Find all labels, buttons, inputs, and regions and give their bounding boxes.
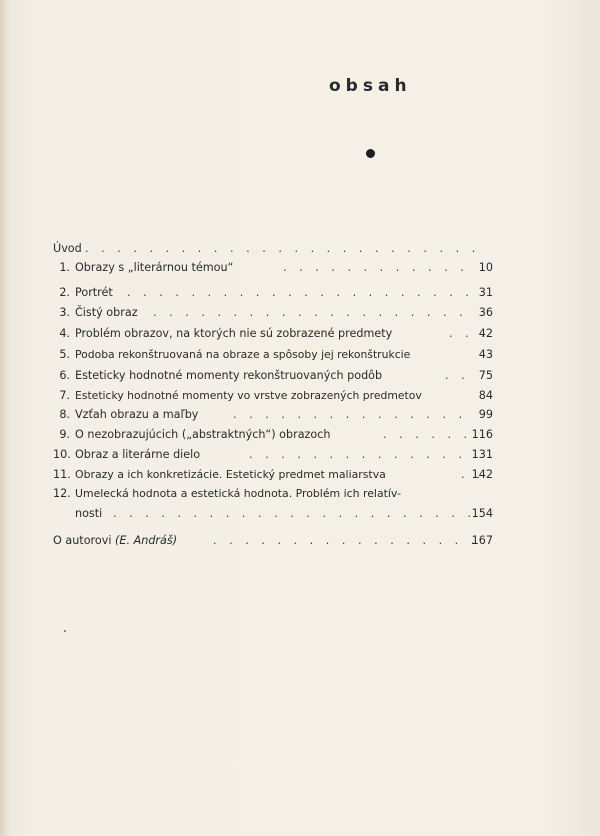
- page-spine-shadow: [0, 0, 10, 836]
- toc-entry: [53, 446, 493, 464]
- toc-entry: [53, 325, 493, 343]
- toc-number: 7.: [59, 389, 70, 402]
- toc-entry: [53, 426, 493, 444]
- author-name: (E. Andráš): [115, 534, 178, 547]
- toc-page-number: 142: [471, 468, 493, 481]
- toc-title: Obrazy a ich konkretizácie. Estetický predmet maliarstva: [75, 468, 386, 481]
- toc-title: [53, 532, 177, 550]
- toc-number: 4.: [59, 327, 70, 340]
- toc-page-number: 31: [478, 286, 493, 299]
- toc-number: 10.: [53, 448, 71, 461]
- toc-title: Podoba rekonštruovaná na obraze a spôsoby jej rekonštrukcie: [75, 348, 411, 361]
- toc-page-number: 42: [478, 327, 493, 340]
- toc-page-number: 84: [478, 389, 493, 402]
- toc-entry: [53, 406, 493, 424]
- toc-number: 6.: [59, 369, 70, 382]
- toc-title: Vzťah obrazu a maľby: [75, 408, 199, 421]
- toc-leader-dots: [233, 406, 475, 424]
- toc-entry-continuation: [53, 505, 493, 523]
- toc-page-number: 99: [478, 408, 493, 421]
- toc-page-number: 10: [478, 261, 493, 274]
- toc-title: Čistý obraz: [75, 306, 138, 319]
- toc-leader-dots: [383, 426, 475, 444]
- bullet-ornament: [366, 149, 375, 158]
- toc-page-number: 36: [478, 306, 493, 319]
- toc-number: 2.: [59, 286, 70, 299]
- toc-entry: [53, 259, 493, 277]
- toc-leader-dots: [113, 505, 473, 523]
- toc-page-number: 167: [471, 534, 493, 547]
- toc-entry: [53, 284, 493, 302]
- toc-leader-dots: [445, 367, 473, 385]
- toc-leader-dots: [283, 259, 475, 277]
- toc-title: Obrazy s „literárnou témou“: [75, 261, 234, 274]
- toc-leader-dots: [153, 304, 475, 322]
- toc-entry: [53, 346, 493, 364]
- paper-speck: [64, 630, 66, 632]
- toc-entry: [53, 367, 493, 385]
- toc-entry: [53, 304, 493, 322]
- toc-page-number: 43: [478, 348, 493, 361]
- toc-page-number: 75: [478, 369, 493, 382]
- toc-number: 11.: [53, 468, 71, 481]
- toc-leader-dots: [249, 446, 475, 464]
- toc-entry-intro: [53, 240, 493, 258]
- author-prefix: O autorovi: [53, 534, 112, 547]
- toc-title-continuation: nosti: [75, 507, 103, 520]
- toc-page-number: 154: [471, 507, 493, 520]
- toc-leader-dots: [85, 240, 477, 258]
- toc-title: Esteticky hodnotné momenty vo vrstve zobrazených predmetov: [75, 389, 422, 402]
- page-heading: obsah: [329, 76, 412, 96]
- toc-leader-dots: [127, 284, 475, 302]
- toc-entry: [53, 485, 493, 503]
- toc-title: O nezobrazujúcich („abstraktných“) obrazoch: [75, 428, 331, 441]
- toc-number: 1.: [59, 261, 70, 274]
- toc-title: Umelecká hodnota a estetická hodnota. Problém ich relatív-: [75, 487, 401, 500]
- toc-title: Esteticky hodnotné momenty rekonštruovaných podôb: [75, 369, 383, 382]
- toc-number: 12.: [53, 487, 71, 500]
- toc-title: Portrét: [75, 286, 113, 299]
- toc-entry: [53, 387, 493, 405]
- toc-entry-author: [53, 532, 493, 550]
- toc-page-number: 131: [471, 448, 493, 461]
- toc-leader-dots: [213, 532, 475, 550]
- toc-number: 9.: [59, 428, 70, 441]
- toc-title: Problém obrazov, na ktorých nie sú zobrazené predmety: [75, 327, 393, 340]
- toc-number: 8.: [59, 408, 70, 421]
- toc-entry: [53, 466, 493, 484]
- toc-title: Úvod: [53, 242, 82, 255]
- toc-page-number: 116: [471, 428, 493, 441]
- toc-title: Obraz a literárne dielo: [75, 448, 201, 461]
- toc-number: 5.: [59, 348, 70, 361]
- toc-number: 3.: [59, 306, 70, 319]
